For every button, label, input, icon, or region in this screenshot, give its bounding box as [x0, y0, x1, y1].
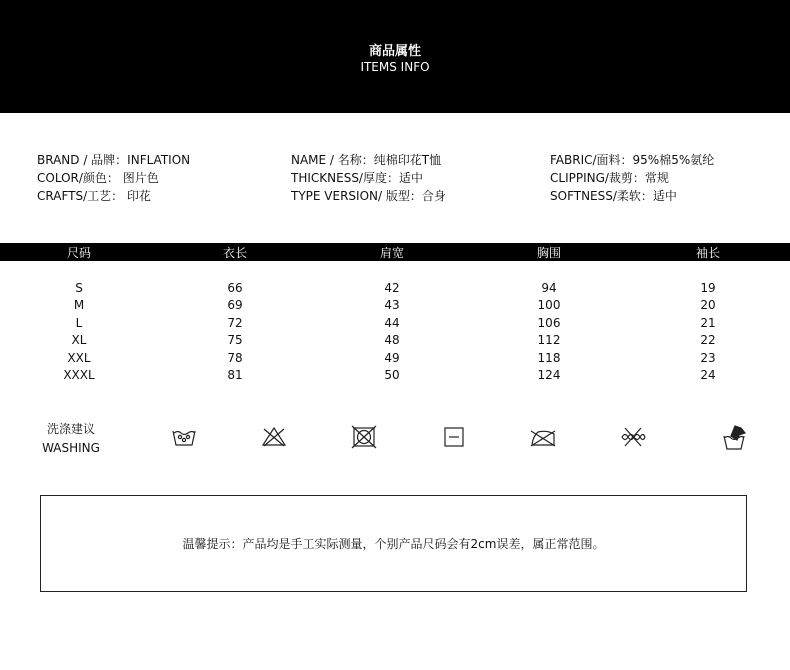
cell-chest: 100 — [537, 298, 561, 313]
table-row — [0, 333, 790, 350]
table-row — [0, 298, 790, 315]
cell-chest: 112 — [537, 333, 561, 348]
table-row — [0, 368, 790, 385]
washing-label-cn: 洗涤建议 — [46, 422, 95, 436]
table-row — [0, 351, 790, 368]
cell-size: XXXL — [63, 367, 95, 382]
cell-length: 75 — [227, 333, 243, 348]
header-banner — [0, 0, 790, 113]
cell-length: 81 — [227, 367, 243, 382]
notice-text: 温馨提示：产品均是手工实际测量，个别产品尺码会有2cm误差，属正常范围。 — [182, 537, 605, 551]
cell-shoulder: 49 — [384, 350, 400, 365]
cell-size: M — [73, 298, 85, 313]
size-table-body — [0, 281, 790, 385]
cell-shoulder: 44 — [384, 315, 400, 330]
info-brand: BRAND / 品牌：INFLATION — [37, 153, 191, 167]
cell-length: 78 — [227, 350, 243, 365]
header-title-en: ITEMS INFO — [360, 60, 430, 74]
cell-length: 72 — [227, 315, 243, 330]
cell-size: S — [75, 281, 83, 295]
no-tumble-dry-icon — [351, 424, 377, 450]
cell-shoulder: 43 — [384, 298, 400, 313]
info-name: NAME / 名称：纯棉印花T恤 — [291, 153, 442, 167]
info-fabric: FABRIC/面料：95%棉5%氨纶 — [550, 153, 715, 167]
washing-label — [35, 420, 107, 458]
info-column-3 — [550, 151, 714, 205]
info-clipping: CLIPPING/裁剪：常规 — [550, 171, 669, 185]
cell-chest: 124 — [537, 367, 561, 382]
cell-shoulder: 50 — [384, 367, 400, 382]
cell-sleeve: 23 — [700, 350, 716, 365]
cell-sleeve: 20 — [700, 298, 716, 313]
header-length: 衣长 — [222, 246, 248, 260]
header-shoulder: 肩宽 — [379, 246, 405, 260]
cell-length: 69 — [227, 298, 243, 313]
cell-size: L — [75, 315, 83, 330]
info-thickness: THICKNESS/厚度：适中 — [291, 171, 423, 185]
header-title-cn: 商品属性 — [368, 44, 421, 59]
cell-size: XL — [71, 333, 87, 348]
size-table-header — [0, 243, 790, 261]
hand-wash-icon — [721, 424, 747, 450]
info-crafts: CRAFTS/工艺： 印花 — [37, 189, 151, 203]
cell-chest: 106 — [537, 315, 561, 330]
dry-flat-icon — [441, 424, 467, 450]
cell-chest: 118 — [537, 350, 561, 365]
table-row — [0, 281, 790, 298]
washing-label-en: WASHING — [42, 441, 100, 455]
header-size: 尺码 — [66, 246, 92, 260]
no-bleach-icon — [261, 424, 287, 450]
no-wring-icon — [620, 424, 646, 450]
cell-shoulder: 48 — [384, 333, 400, 348]
iron-low-icon — [530, 424, 556, 450]
cell-size: XXL — [67, 350, 91, 365]
wash-30-icon — [171, 424, 197, 450]
cell-sleeve: 19 — [700, 281, 716, 295]
cell-sleeve: 21 — [700, 315, 716, 330]
cell-chest: 94 — [541, 281, 557, 295]
header-sleeve: 袖长 — [695, 246, 721, 260]
info-column-2 — [291, 151, 446, 205]
header-chest: 胸围 — [536, 246, 562, 260]
info-color: COLOR/颜色： 图片色 — [37, 171, 159, 185]
cell-sleeve: 24 — [700, 367, 716, 382]
table-row — [0, 316, 790, 333]
cell-sleeve: 22 — [700, 333, 716, 348]
info-type-version: TYPE VERSION/ 版型：合身 — [291, 189, 446, 203]
cell-shoulder: 42 — [384, 281, 400, 295]
info-column-1 — [37, 151, 190, 205]
info-softness: SOFTNESS/柔软：适中 — [550, 189, 677, 203]
notice-box — [40, 495, 747, 592]
cell-length: 66 — [227, 281, 243, 295]
